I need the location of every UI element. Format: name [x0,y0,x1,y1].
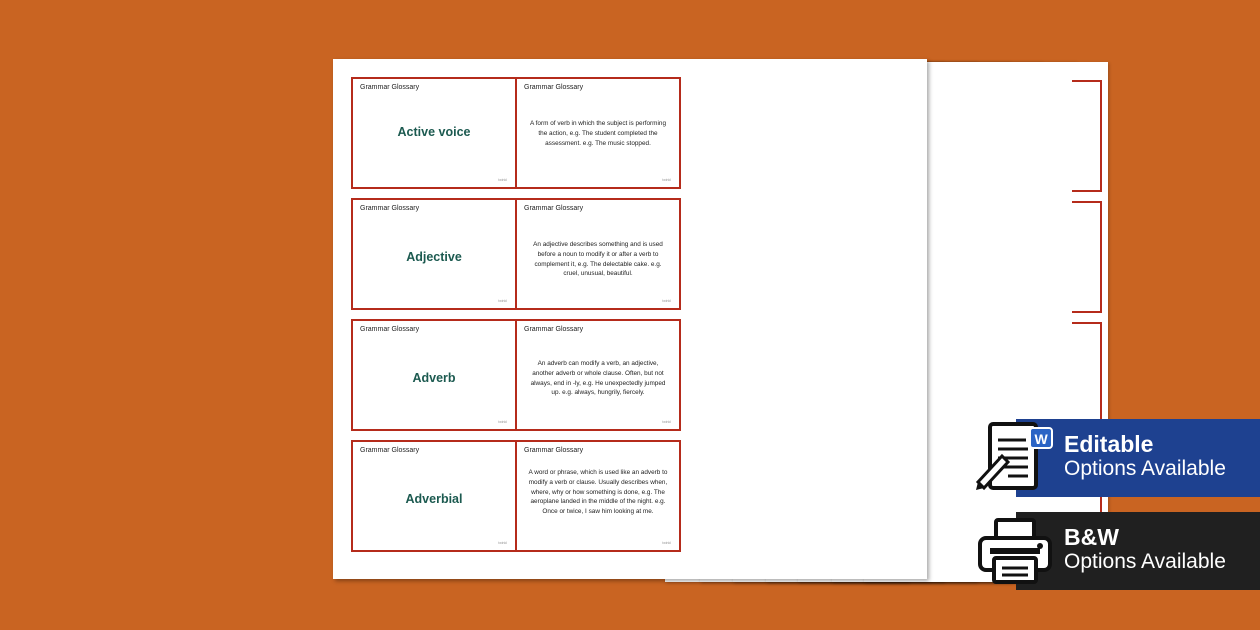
term-text: Active voice [397,125,471,139]
card-header: Grammar Glossary [524,84,584,91]
card-footer-mark: twinkl [662,541,671,545]
term-card [351,198,517,310]
card-header: Grammar Glossary [360,447,420,454]
badge-title: Editable [1064,431,1154,457]
definition-text: A form of verb in which the subject is performing the action, e.g. The student completed the assessment. e.g. The music stopped. [529,120,667,147]
card-header: Grammar Glossary [524,447,584,454]
badge-subtitle: Options Available [1064,550,1226,573]
definition-card [517,198,681,310]
definition-card [517,77,681,189]
stacked-card-edge [1072,322,1102,434]
definition-card [517,319,681,431]
badge-subtitle: Options Available [1064,457,1226,480]
badge-title: B&W [1064,524,1119,550]
card-header: Grammar Glossary [360,326,420,333]
printer-icon [974,518,1058,586]
definition-text: A word or phrase, which is used like an adverb to modify a verb or clause. Usually describes when, where, why or how something is done, e.g. The aeroplane landed in the middle of the night. e.g. Once or twice, I saw him looking at me. [528,469,668,516]
card-header: Grammar Glossary [524,205,584,212]
stacked-card-edge [1072,80,1102,192]
card-header: Grammar Glossary [360,205,420,212]
card-row [351,440,681,551]
card-footer-mark: twinkl [662,178,671,182]
term-text: Adjective [406,250,462,264]
term-text: Adverb [412,371,456,385]
glossary-worksheet [333,59,927,579]
definition-text: An adverb can modify a verb, an adjective, another adverb or whole clause. Often, but not always, end in -ly, e.g. He unexpectedly jumped up. e.g. always, hungrily, fiercely. [530,360,666,397]
card-header: Grammar Glossary [524,326,584,333]
term-card [351,319,517,431]
word-document-icon [974,420,1058,496]
card-footer-mark: twinkl [498,541,507,545]
card-footer-mark: twinkl [498,299,507,303]
card-footer-mark: twinkl [498,178,507,182]
card-footer-mark: twinkl [662,420,671,424]
stacked-card-edge [1072,201,1102,313]
card-row [351,319,681,430]
card-footer-mark: twinkl [498,420,507,424]
card-footer-mark: twinkl [662,299,671,303]
term-card [351,440,517,552]
definition-card [517,440,681,552]
term-text: Adverbial [405,492,463,506]
term-card [351,77,517,189]
card-row [351,77,681,188]
card-row [351,198,681,309]
definition-text: An adjective describes something and is used before a noun to modify it or after a verb to complement it, e.g. The delectable cake. e.g. cruel, unusual, beautiful. [533,241,663,278]
card-header: Grammar Glossary [360,84,420,91]
svg-text:W: W [1034,431,1048,447]
